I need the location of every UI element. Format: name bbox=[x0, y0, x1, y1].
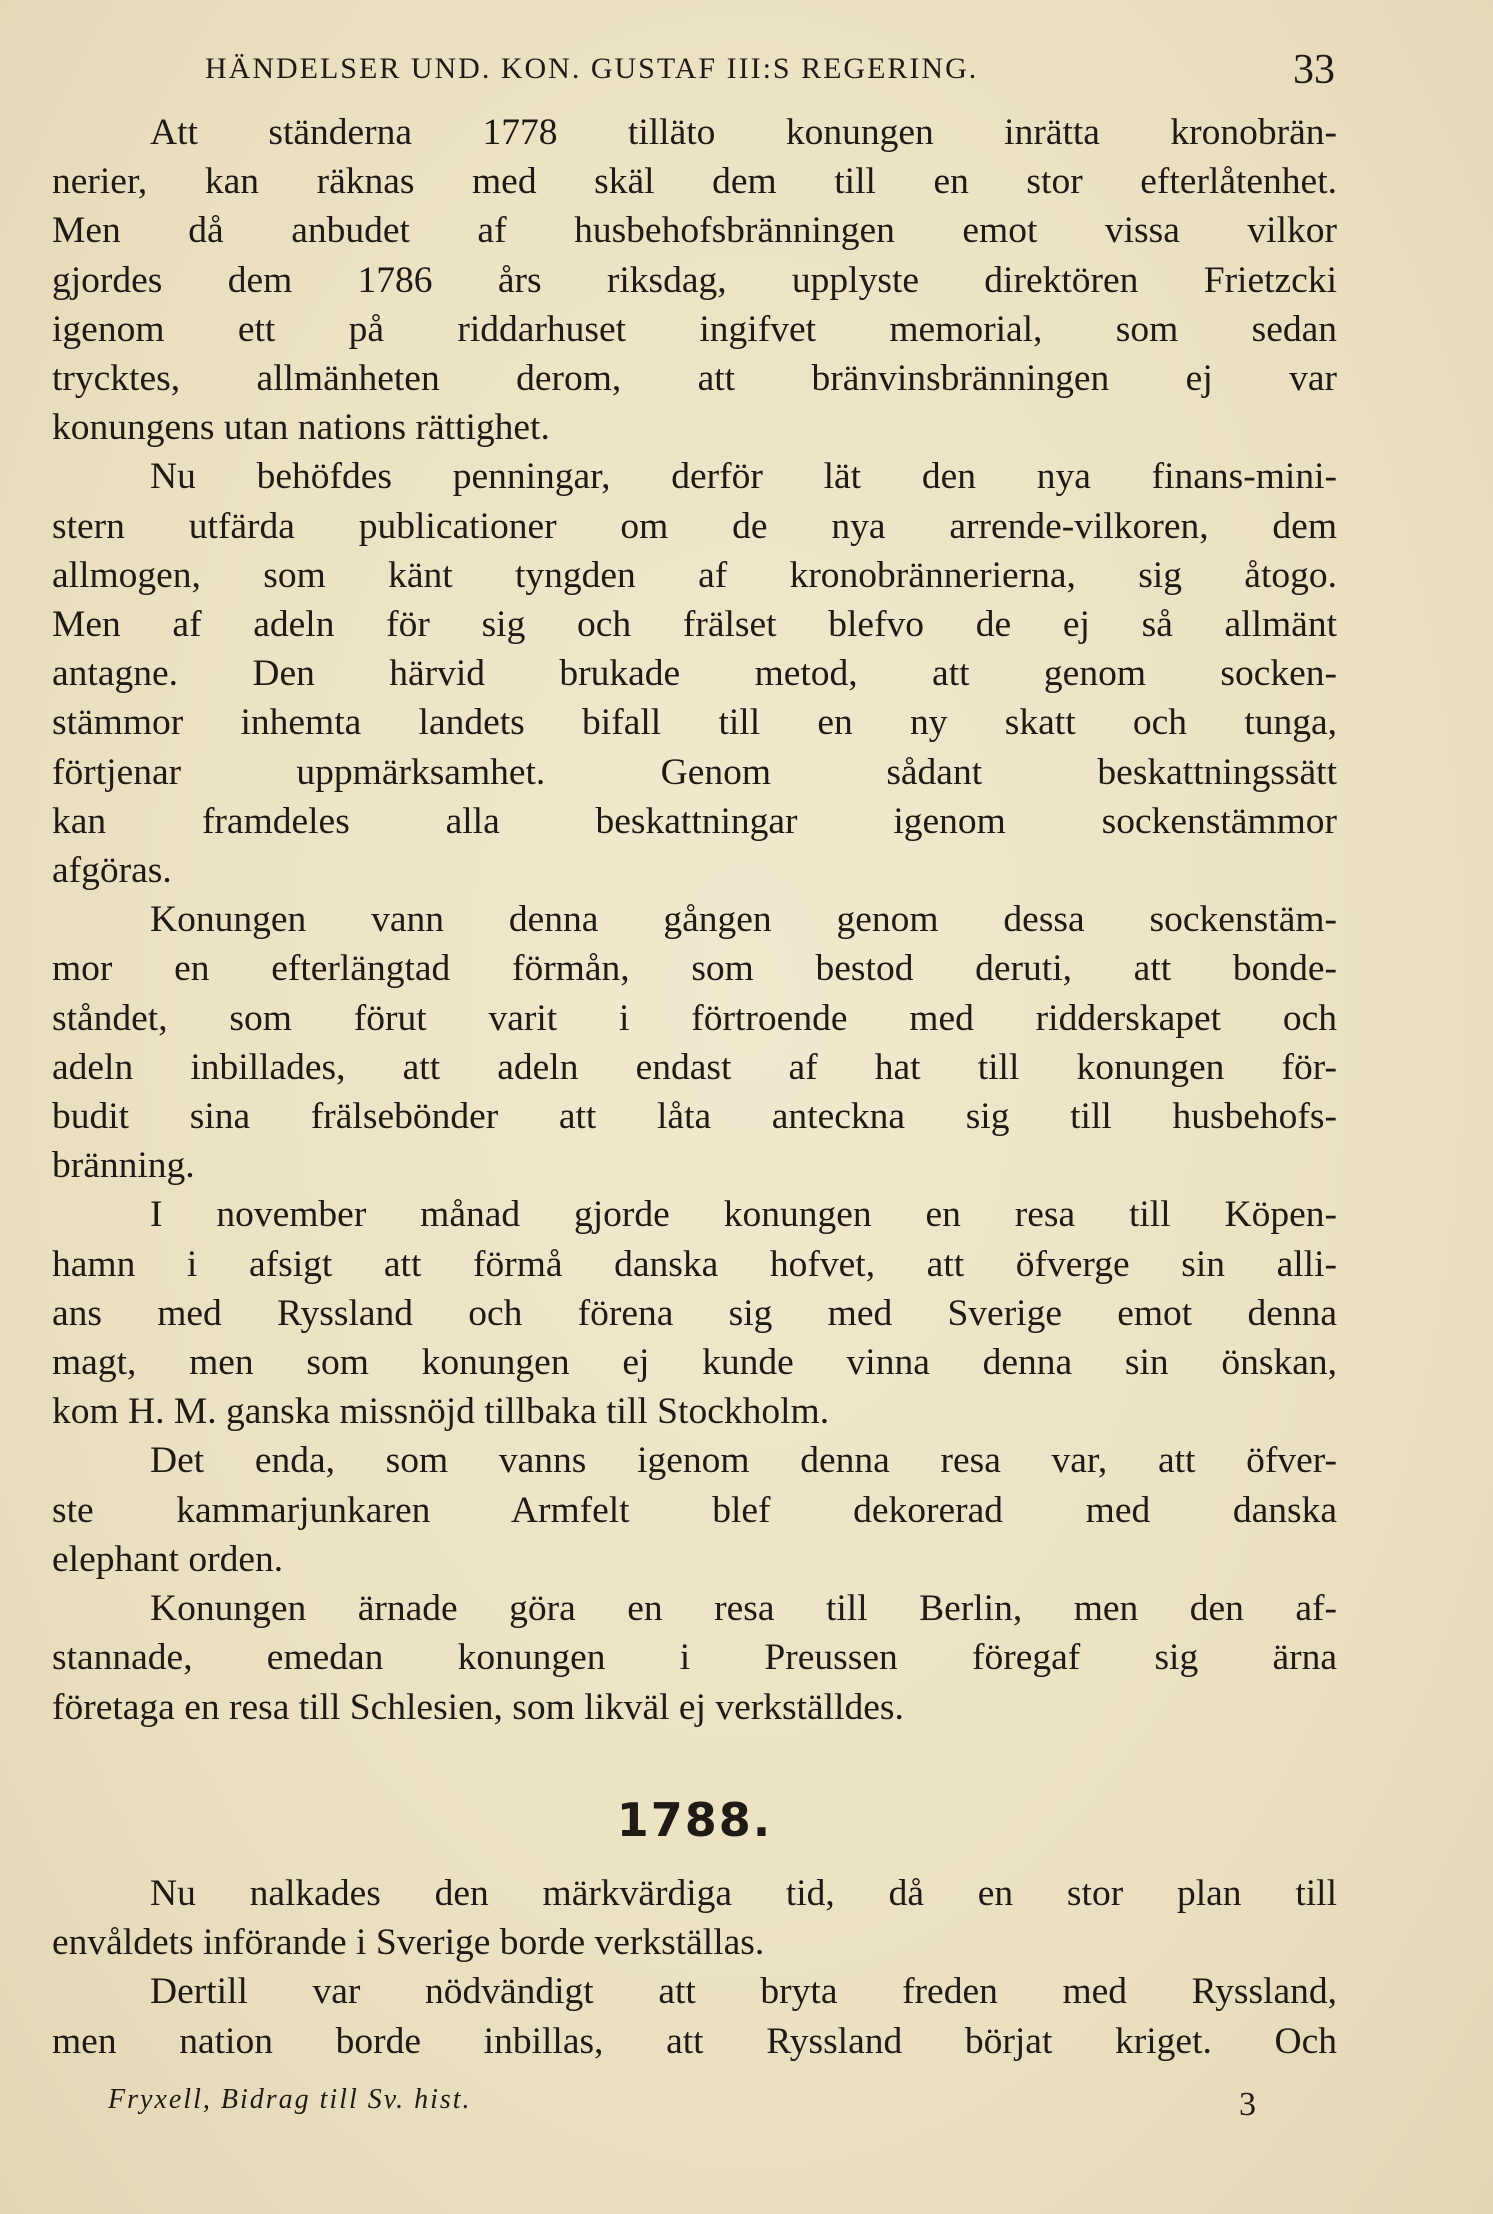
text-line: Men af adeln för sig och frälset blefvo de ej så allmänt bbox=[52, 604, 1337, 646]
text-line: Men då anbudet af husbehofsbränningen emot vissa vilkor bbox=[52, 210, 1337, 252]
paragraph bbox=[52, 1436, 1337, 1584]
text-line: förtjenar uppmärksamhet. Genom sådant beskattningssätt bbox=[52, 751, 1337, 793]
page-footer bbox=[108, 2084, 1258, 2123]
page-number: 33 bbox=[1293, 47, 1335, 93]
text-line: Nu nalkades den märkvärdiga tid, då en stor plan till bbox=[150, 1872, 1337, 1914]
text-line: allmogen, som känt tyngden af kronobrännerierna, sig åtogo. bbox=[52, 554, 1337, 596]
text-line: nerier, kan räknas med skäl dem till en stor efterlåtenhet. bbox=[52, 161, 1337, 203]
signature-mark: 3 bbox=[1239, 2086, 1258, 2123]
text-line: magt, men som konungen ej kunde vinna denna sin önskan, bbox=[52, 1342, 1337, 1384]
text-line: kan framdeles alla beskattningar igenom sockenstämmor bbox=[52, 800, 1337, 842]
text-line: bränning. bbox=[52, 1145, 195, 1187]
text-line: envåldets införande i Sverige borde verkställas. bbox=[52, 1922, 765, 1964]
paragraph bbox=[52, 108, 1337, 452]
body-text bbox=[52, 108, 1337, 2066]
text-line: konungens utan nations rättighet. bbox=[52, 407, 550, 449]
text-line: adeln inbillades, att adeln endast af hat till konungen för- bbox=[52, 1046, 1337, 1088]
text-line: ans med Ryssland och förena sig med Sverige emot denna bbox=[52, 1292, 1337, 1334]
paragraph bbox=[52, 1869, 1337, 1967]
paragraph bbox=[52, 1584, 1337, 1732]
paragraph bbox=[52, 1190, 1337, 1436]
text-line: företaga en resa till Schlesien, som likväl ej verkställdes. bbox=[52, 1686, 904, 1728]
text-line: Det enda, som vanns igenom denna resa var, att öfver- bbox=[150, 1440, 1337, 1482]
text-line: stannade, emedan konungen i Preussen föregaf sig ärna bbox=[52, 1637, 1337, 1679]
text-line: gjordes dem 1786 års riksdag, upplyste direktören Frietzcki bbox=[52, 259, 1337, 301]
text-line: hamn i afsigt att förmå danska hofvet, att öfverge sin alli- bbox=[52, 1243, 1337, 1285]
paragraph bbox=[52, 1967, 1337, 2065]
text-line: Konungen ärnade göra en resa till Berlin, men den af- bbox=[150, 1588, 1337, 1630]
text-line: antagne. Den härvid brukade metod, att genom socken- bbox=[52, 653, 1337, 695]
text-line: Nu behöfdes penningar, derför lät den nya finans-mini- bbox=[150, 456, 1337, 498]
text-line: Konungen vann denna gången genom dessa sockenstäm- bbox=[150, 899, 1337, 941]
paragraph bbox=[52, 895, 1337, 1190]
text-line: igenom ett på riddarhuset ingifvet memorial, som sedan bbox=[52, 308, 1337, 350]
text-line: trycktes, allmänheten derom, att bränvinsbränningen ej var bbox=[52, 358, 1337, 400]
paragraphs-before-year bbox=[52, 108, 1337, 1732]
text-line: elephant orden. bbox=[52, 1538, 284, 1580]
text-line: stämmor inhemta landets bifall till en ny skatt och tunga, bbox=[52, 702, 1337, 744]
footer-citation: Fryxell, Bidrag till Sv. hist. bbox=[108, 2084, 472, 2115]
running-head-title: HÄNDELSER UND. KON. GUSTAF III:S REGERING. bbox=[205, 52, 979, 85]
section-year-heading: 1788. bbox=[616, 1792, 773, 1847]
text-line: kom H. M. ganska missnöjd tillbaka till Stockholm. bbox=[52, 1391, 830, 1433]
text-line: ståndet, som förut varit i förtroende med ridderskapet och bbox=[52, 997, 1337, 1039]
text-line: stern utfärda publicationer om de nya arrende-vilkoren, dem bbox=[52, 505, 1337, 547]
text-line: Att ständerna 1778 tilläto konungen inrätta kronobrän- bbox=[150, 112, 1337, 153]
paragraph bbox=[52, 452, 1337, 895]
paragraphs-after-year bbox=[52, 1869, 1337, 2066]
text-line: ste kammarjunkaren Armfelt blef dekorerad med danska bbox=[52, 1489, 1337, 1531]
text-line: afgöras. bbox=[52, 850, 172, 892]
text-line: Dertill var nödvändigt att bryta freden med Ryssland, bbox=[150, 1971, 1337, 2013]
text-line: I november månad gjorde konungen en resa till Köpen- bbox=[150, 1194, 1337, 1236]
text-line: budit sina frälsebönder att låta anteckna sig till husbehofs- bbox=[52, 1096, 1337, 1138]
text-line: men nation borde inbillas, att Ryssland börjat kriget. Och bbox=[52, 2020, 1337, 2062]
text-line: mor en efterlängtad förmån, som bestod deruti, att bonde- bbox=[52, 948, 1337, 990]
